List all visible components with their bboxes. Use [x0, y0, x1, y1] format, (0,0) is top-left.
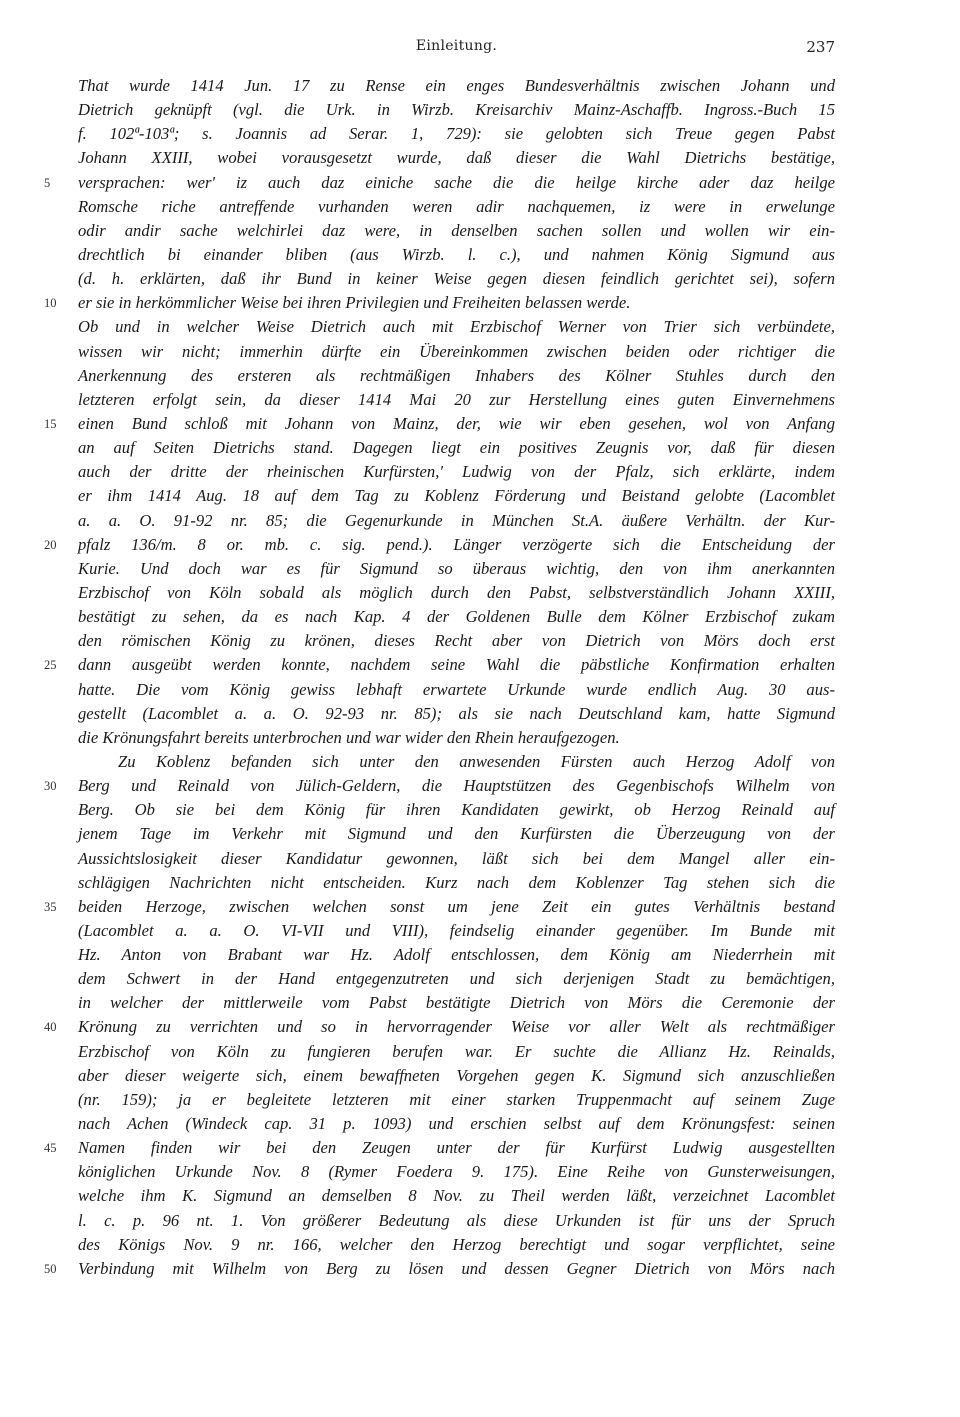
text-line — [0, 1040, 960, 1064]
line-text: Dietrich geknüpft (vgl. die Urk. in Wirzb. Kreisarchiv Mainz-Aschaffb. Ingross.-Buch 15 — [78, 100, 835, 120]
text-line — [0, 653, 960, 677]
line-number: 15 — [44, 416, 57, 431]
line-text: Aussichtslosigkeit dieser Kandidatur gewonnen, läßt sich bei dem Mangel aller ein- — [78, 848, 835, 868]
line-text: Erzbischof von Köln sobald als möglich durch den Pabst, selbstverständlich Johann XXIII, — [78, 582, 835, 602]
line-number: 30 — [44, 779, 57, 794]
text-line — [0, 388, 960, 412]
text-line — [0, 943, 960, 967]
line-text: a. a. O. 91-92 nr. 85; die Gegenurkunde in München St.A. äußere Verhältn. der Kur- — [78, 510, 835, 530]
text-line — [0, 847, 960, 871]
text-line — [0, 1136, 960, 1160]
line-text: Krönung zu verrichten und so in hervorragender Weise vor aller Welt als rechtmäßiger — [78, 1017, 835, 1037]
line-text: königlichen Urkunde Nov. 8 (Rymer Foedera 9. 175). Eine Reihe von Gunsterweisungen, — [78, 1162, 835, 1182]
line-text: letzteren erfolgt sein, da dieser 1414 Mai 20 zur Herstellung eines guten Einvernehmens — [78, 389, 835, 409]
line-text: Zu Koblenz befanden sich unter den anwesenden Fürsten auch Herzog Adolf von — [118, 751, 835, 771]
text-line — [0, 871, 960, 895]
line-text: bestätigt zu sehen, da es nach Kap. 4 der Goldenen Bulle dem Kölner Erzbischof zukam — [78, 607, 835, 627]
text-line — [0, 822, 960, 846]
line-text: in welcher der mittlerweile vom Pabst bestätigte Dietrich von Mörs die Ceremonie der — [78, 993, 835, 1013]
line-text: auch der dritte der rheinischen Kurfürsten,' Ludwig von der Pfalz, sich erklärte, indem — [78, 462, 835, 482]
line-text: Romsche riche antreffende vurhanden weren adir nachquemen, iz were in erwelunge — [78, 196, 835, 216]
line-number: 45 — [44, 1141, 57, 1156]
line-text: pfalz 136/m. 8 or. mb. c. sig. pend.). Länger verzögerte sich die Entscheidung der — [78, 534, 835, 554]
line-text: beiden Herzoge, zwischen welchen sonst um jene Zeit ein gutes Verhältnis bestand — [78, 896, 835, 916]
line-text: dann ausgeübt werden konnte, nachdem seine Wahl die päbstliche Konfirmation erhalten — [78, 655, 835, 675]
line-text: (Lacomblet a. a. O. VI-VII und VIII), feindselig einander gegenüber. Im Bunde mit — [78, 920, 835, 940]
line-text: Ob und in welcher Weise Dietrich auch mit Erzbischof Werner von Trier sich verbündete, — [78, 317, 835, 337]
text-line — [0, 581, 960, 605]
text-line — [0, 267, 960, 291]
line-text: Johann XXIII, wobei vorausgesetzt wurde, daß dieser die Wahl Dietrichs bestätige, — [78, 148, 835, 168]
text-line — [0, 1112, 960, 1136]
line-number: 35 — [44, 899, 57, 914]
text-line — [0, 629, 960, 653]
line-text: jenem Tage im Verkehr mit Sigmund und den Kurfürsten die Überzeugung von der — [78, 824, 835, 844]
line-text: Berg und Reinald von Jülich-Geldern, die Hauptstützen des Gegenbischofs Wilhelm von — [78, 776, 835, 796]
line-text: einen Bund schloß mit Johann von Mainz, der, wie wir eben gesehen, wol von Anfang — [78, 413, 835, 433]
line-text: Hz. Anton von Brabant war Hz. Adolf entschlossen, dem König am Niederrhein mit — [78, 945, 835, 965]
line-text: odir andir sache welchirlei daz were, in denselben sachen sollen und wollen wir ein- — [78, 220, 835, 240]
text-line — [0, 967, 960, 991]
text-line — [0, 436, 960, 460]
text-line — [0, 1209, 960, 1233]
line-text: f. 102ª-103ª; s. Joannis ad Serar. 1, 729): sie gelobten sich Treue gegen Pabst — [78, 124, 835, 144]
text-line — [0, 1184, 960, 1208]
line-number: 40 — [44, 1020, 57, 1035]
text-line — [0, 315, 960, 339]
text-line — [0, 895, 960, 919]
text-line — [0, 726, 960, 750]
line-text: (nr. 159); ja er begleitete letzteren mit einer starken Truppenmacht auf seinem Zuge — [78, 1089, 835, 1109]
text-line — [0, 919, 960, 943]
line-text: l. c. p. 96 nt. 1. Von größerer Bedeutung als diese Urkunden ist für uns der Spruch — [78, 1210, 835, 1230]
line-text: den römischen König zu krönen, dieses Recht aber von Dietrich von Mörs doch erst — [78, 631, 835, 651]
text-line — [0, 195, 960, 219]
text-line — [0, 171, 960, 195]
line-number: 5 — [44, 175, 51, 190]
text-line — [0, 605, 960, 629]
line-text: drechtlich bi einander bliben (aus Wirzb. l. c.), und nahmen König Sigmund aus — [78, 244, 835, 264]
text-line — [0, 798, 960, 822]
line-text: des Königs Nov. 9 nr. 166, welcher den Herzog berechtigt und sogar verpflichtet, seine — [78, 1234, 835, 1254]
text-line — [0, 991, 960, 1015]
line-number: 50 — [44, 1261, 57, 1276]
line-text: Namen finden wir bei den Zeugen unter der für Kurfürst Ludwig ausgestellten — [78, 1138, 835, 1158]
text-line — [0, 702, 960, 726]
text-line — [0, 146, 960, 170]
page-header — [78, 38, 835, 60]
line-text: die Krönungsfahrt bereits unterbrochen und war wider den Rhein heraufgezogen. — [78, 727, 620, 747]
text-line — [0, 750, 960, 774]
running-head: Einleitung. — [415, 38, 498, 54]
text-line — [0, 1160, 960, 1184]
text-line — [0, 678, 960, 702]
page-number: 237 — [806, 38, 835, 56]
text-line — [0, 340, 960, 364]
line-text: aber dieser weigerte sich, einem bewaffneten Vorgehen gegen K. Sigmund sich anzuschließen — [78, 1065, 835, 1085]
line-text: Erzbischof von Köln zu fungieren berufen war. Er suchte die Allianz Hz. Reinalds, — [78, 1041, 835, 1061]
text-line — [0, 460, 960, 484]
text-line — [0, 412, 960, 436]
line-text: dem Schwert in der Hand entgegenzutreten und sich derjenigen Stadt zu bemächtigen, — [78, 969, 835, 989]
line-text: Berg. Ob sie bei dem König für ihren Kandidaten gewirkt, ob Herzog Reinald auf — [78, 800, 835, 820]
text-line — [0, 1233, 960, 1257]
text-line — [0, 219, 960, 243]
line-text: gestellt (Lacomblet a. a. O. 92-93 nr. 85); als sie nach Deutschland kam, hatte Sigmund — [78, 703, 835, 723]
text-line — [0, 1088, 960, 1112]
line-number: 20 — [44, 537, 57, 552]
text-line — [0, 509, 960, 533]
line-text: Kurie. Und doch war es für Sigmund so überaus wichtig, den von ihm anerkannten — [78, 558, 835, 578]
line-text: er ihm 1414 Aug. 18 auf dem Tag zu Koblenz Förderung und Beistand gelobte (Lacomblet — [78, 486, 835, 506]
line-text: an auf Seiten Dietrichs stand. Dagegen liegt ein positives Zeugnis vor, daß für diesen — [78, 438, 835, 458]
line-number: 10 — [44, 296, 57, 311]
text-line — [0, 774, 960, 798]
line-text: schlägigen Nachrichten nicht entscheiden. Kurz nach dem Koblenzer Tag stehen sich die — [78, 872, 835, 892]
text-line — [0, 1064, 960, 1088]
text-line — [0, 243, 960, 267]
line-text: welche ihm K. Sigmund an demselben 8 Nov. zu Theil werden läßt, verzeichnet Lacomblet — [78, 1186, 835, 1206]
line-text: Anerkennung des ersteren als rechtmäßigen Inhabers des Kölner Stuhles durch den — [78, 365, 835, 385]
line-text: hatte. Die vom König gewiss lebhaft erwartete Urkunde wurde endlich Aug. 30 aus- — [78, 679, 835, 699]
text-line — [0, 291, 960, 315]
text-line — [0, 364, 960, 388]
text-line — [0, 122, 960, 146]
text-line — [0, 74, 960, 98]
line-text: er sie in herkömmlicher Weise bei ihren Privilegien und Freiheiten belassen werde. — [78, 293, 631, 313]
line-text: versprachen: wer' iz auch daz einiche sache die die heilge kirche ader daz heilge — [78, 172, 835, 192]
body-text — [0, 74, 960, 1281]
text-line — [0, 557, 960, 581]
text-line — [0, 484, 960, 508]
line-text: wissen wir nicht; immerhin dürfte ein Übereinkommen zwischen beiden oder richtiger die — [78, 341, 835, 361]
line-text: Verbindung mit Wilhelm von Berg zu lösen und dessen Gegner Dietrich von Mörs nach — [78, 1258, 835, 1278]
text-line — [0, 1257, 960, 1281]
line-text: nach Achen (Windeck cap. 31 p. 1093) und erschien selbst auf dem Krönungsfest: seinen — [78, 1114, 835, 1134]
text-line — [0, 98, 960, 122]
text-line — [0, 533, 960, 557]
text-line — [0, 1015, 960, 1039]
line-text: That wurde 1414 Jun. 17 zu Rense ein enges Bundesverhältnis zwischen Johann und — [78, 76, 835, 95]
line-text: (d. h. erklärten, daß ihr Bund in keiner Weise gegen diesen feindlich gerichtet sei), sofern — [78, 269, 835, 289]
line-number: 25 — [44, 658, 57, 673]
